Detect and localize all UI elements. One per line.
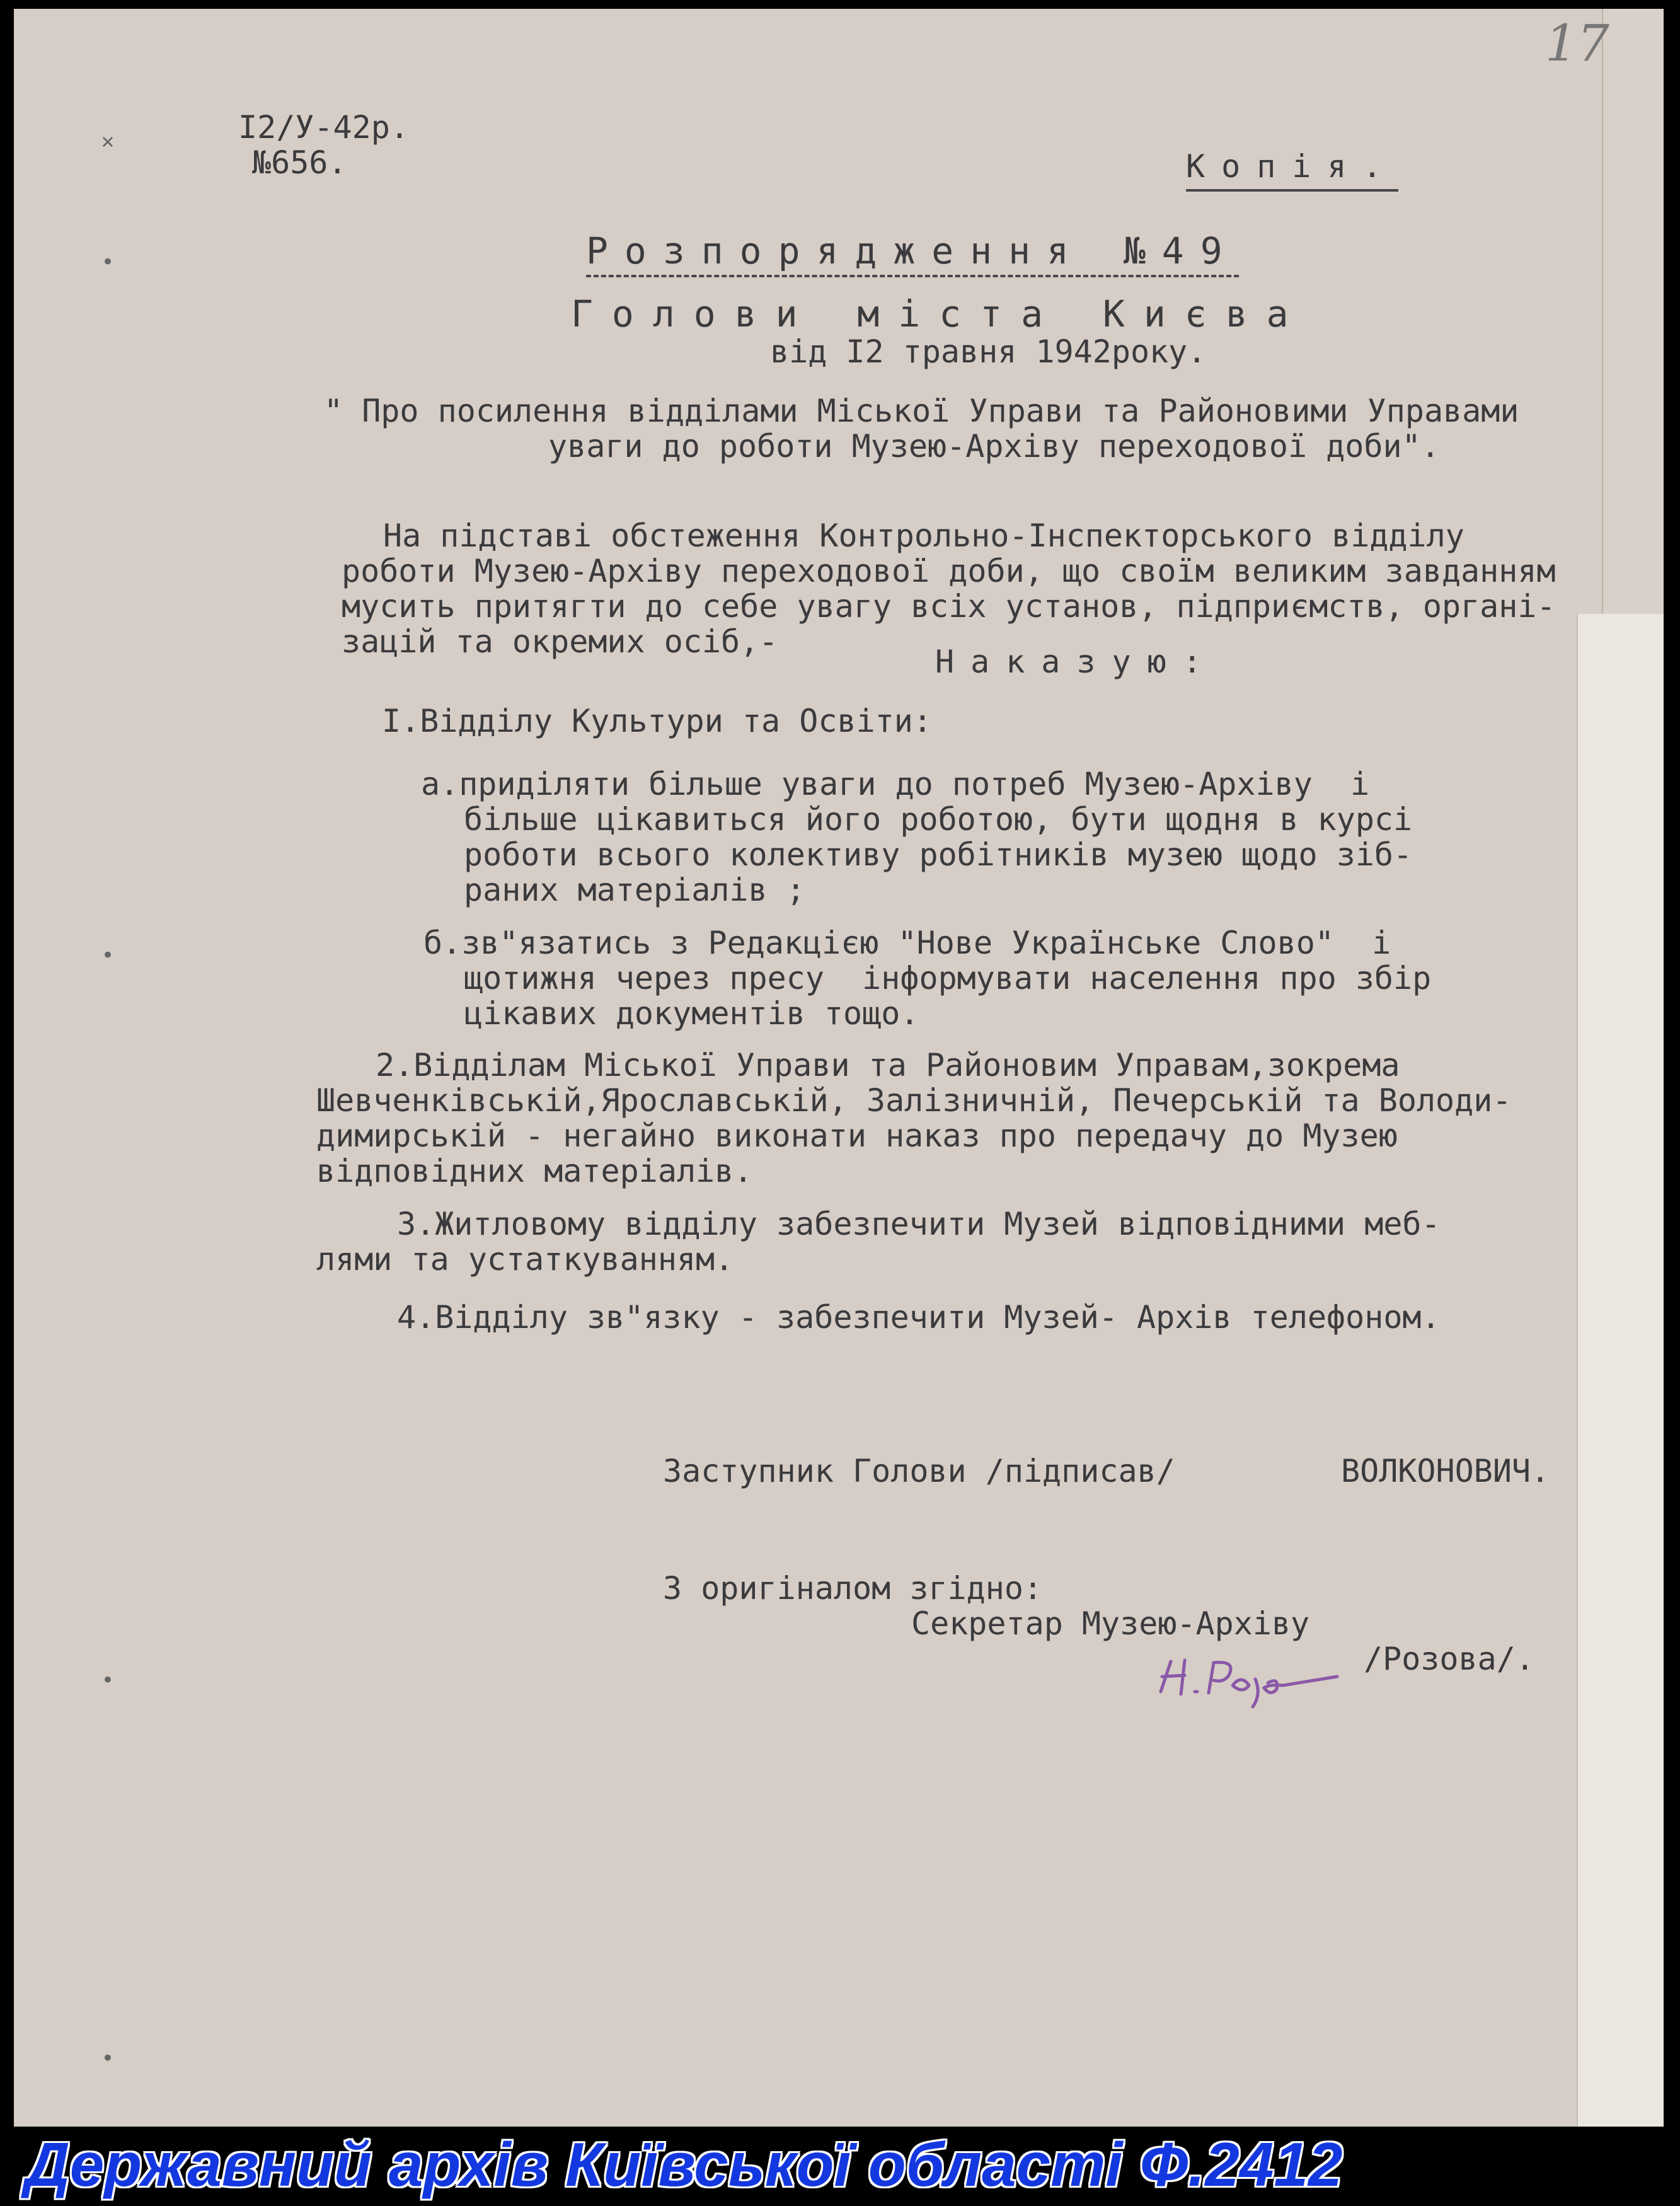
deputy-label: Заступник Голови /підписав/ (663, 1453, 1175, 1489)
document-scan (14, 9, 1664, 2127)
reference-date: I2/У-42р. (238, 109, 409, 146)
handwritten-signature (1148, 1648, 1343, 1717)
item-4-line: 4.Відділу зв"язку - забезпечити Музей- Архів телефоном. (397, 1299, 1441, 1336)
punch-hole-icon: ✕ (101, 129, 115, 154)
folio-number: 17 (1545, 14, 1609, 72)
item-3-line: 3.Житловому відділу забезпечити Музей відповідними меб- (397, 1206, 1441, 1242)
document-title: Розпорядження №49 (586, 233, 1239, 277)
subject-line: " Про посилення відділами Міської Управи та Районовими Управами (324, 393, 1519, 429)
preamble-line: мусить притягти до себе увагу всіх установ, підприємств, органі- (342, 588, 1556, 625)
document-page (14, 9, 1609, 2127)
reference-number: №656. (252, 144, 347, 181)
punch-hole-icon: • (101, 943, 115, 968)
order-word: Наказую: (935, 644, 1218, 680)
adjacent-page-edge (1577, 614, 1664, 2127)
punch-hole-icon: • (101, 2046, 115, 2071)
item-2-line: відповідних матеріалів. (316, 1153, 753, 1189)
item-a-line: раних матеріалів ; (464, 872, 805, 908)
subject-line: уваги до роботи Музею-Архіву переходової доби". (548, 428, 1440, 465)
deputy-name: ВОЛКОНОВИЧ. (1341, 1453, 1550, 1489)
item-b-line: б.зв"язатись з Редакцією "Нове Українське Слово" і (423, 925, 1391, 961)
document-issuer: Голови міста Києва (571, 292, 1308, 335)
item-b-line: цікавих документів тощо. (464, 995, 919, 1032)
preamble-line: роботи Музею-Архіву переходової доби, що своїм великим завданням (342, 553, 1556, 589)
copy-mark: Копія. (1186, 149, 1398, 192)
archive-caption: Державний архів Київської області Ф.2412 (25, 2130, 1343, 2199)
item-2-line: димирській - негайно виконати наказ про передачу до Музею (316, 1117, 1398, 1154)
item-2-line: Шевченківській,Ярославській, Залізничній, Печерській та Володи- (316, 1082, 1512, 1119)
item-b-line: щотижня через пресу інформувати населення про збір (464, 960, 1432, 996)
document-date: від I2 травня 1942року. (770, 333, 1207, 370)
punch-hole-icon: • (101, 250, 115, 275)
item-heading: I.Відділу Культури та Освіти: (382, 703, 932, 739)
preamble-line: На підставі обстеження Контрольно-Інспекторського відділу (383, 517, 1464, 554)
item-2-line: 2.Відділам Міської Управи та Районовим Управам,зокрема (376, 1047, 1400, 1083)
punch-hole-icon: • (101, 1668, 115, 1693)
item-a-line: більше цікавиться його роботою, бути щодня в курсі (464, 801, 1413, 838)
certification-line: З оригіналом згідно: (663, 1570, 1043, 1607)
secretary-role: Секретар Музею-Архіву (911, 1605, 1310, 1642)
secretary-name: /Розова/. (1364, 1641, 1534, 1677)
item-3-line: лями та устаткуванням. (316, 1241, 734, 1278)
preamble-line: зацій та окремих осіб,- (342, 623, 778, 660)
item-a-line: а.приділяти більше уваги до потреб Музею-Архіву і (421, 766, 1370, 802)
item-a-line: роботи всього колективу робітників музею щодо зіб- (464, 836, 1413, 873)
